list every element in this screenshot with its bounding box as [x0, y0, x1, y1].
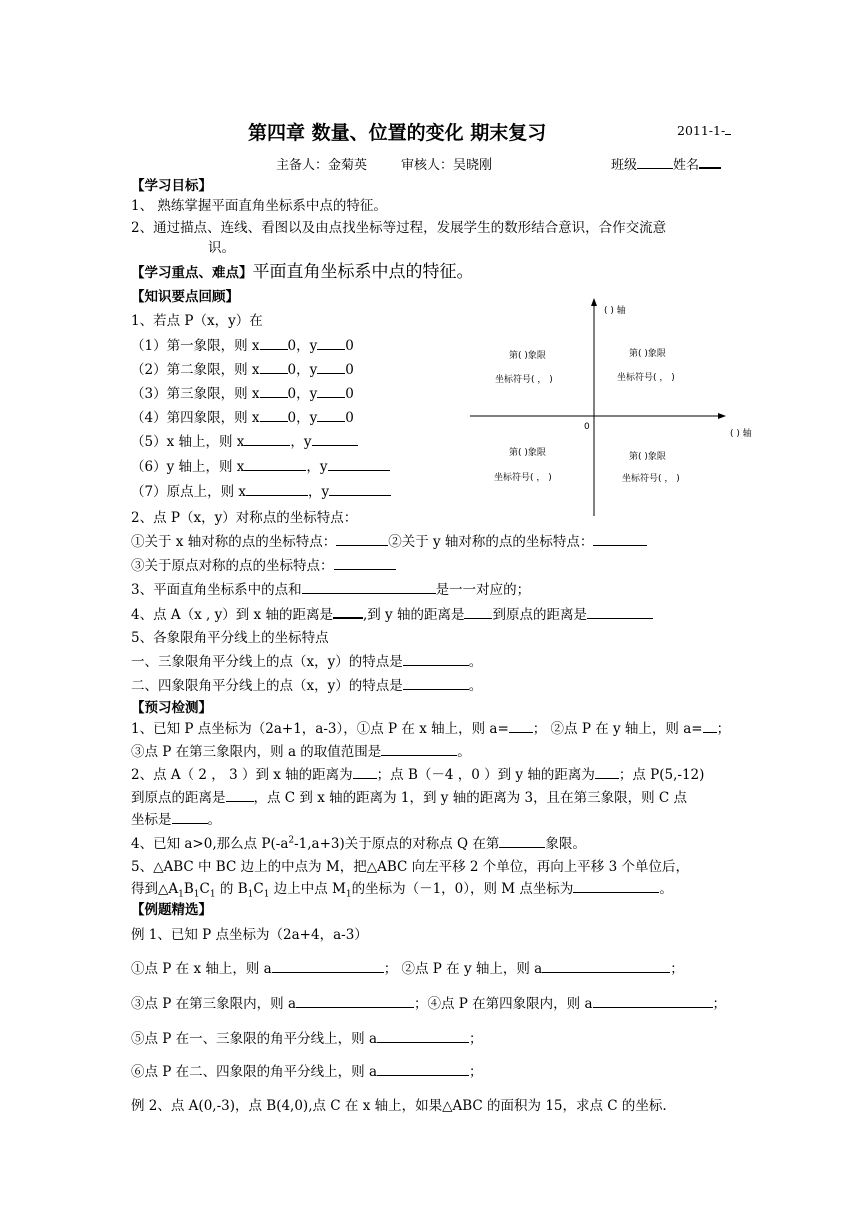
key-points	[131, 257, 474, 282]
key-points-text: 平面直角坐标系中点的特征。	[252, 262, 474, 282]
period: 。	[468, 678, 483, 694]
blank[interactable]	[172, 811, 208, 824]
blank[interactable]	[296, 995, 414, 1008]
review-q5a	[131, 650, 482, 670]
p5-text: B	[183, 881, 194, 897]
x-axis-arrow	[718, 413, 726, 419]
q5b-text: 二、四象限角平分线上的点（x，y）的特点是	[131, 678, 403, 694]
blank[interactable]	[464, 606, 492, 619]
subscript: 1	[263, 889, 270, 900]
p5-text: C	[199, 881, 210, 897]
review-q3	[131, 578, 530, 598]
q2c-text: ③关于原点对称的点的坐标特点：	[131, 558, 334, 574]
class-name-fields	[611, 154, 721, 173]
subscript: 1	[193, 889, 200, 900]
blank[interactable]	[334, 557, 396, 570]
example-1-q1	[131, 957, 684, 977]
review-q2ab	[131, 530, 647, 550]
blank[interactable]	[353, 766, 377, 779]
blank[interactable]	[593, 995, 713, 1008]
quadrant-3-sign: 坐标符号( ， )	[494, 473, 552, 483]
origin-label: 0	[584, 422, 590, 432]
blank[interactable]	[403, 677, 469, 690]
class-blank[interactable]	[637, 156, 673, 169]
examples-heading: 【例题精选】	[131, 902, 212, 918]
y-axis-arrow	[591, 298, 597, 306]
q-mid: ，y	[290, 434, 312, 450]
preparer: 主备人：金菊英	[276, 158, 368, 173]
blank[interactable]	[542, 960, 670, 973]
subscript: 1	[345, 889, 352, 900]
q-mid: 0，y	[287, 410, 318, 426]
q2a-text: ①关于 x 轴对称的点的坐标特点：	[131, 534, 337, 550]
q-end: 0	[345, 362, 354, 378]
blank[interactable]	[377, 1063, 469, 1076]
review-q2: 2、点 P（x，y）对称点的坐标特点：	[131, 510, 358, 526]
q-mid: 0，y	[287, 362, 318, 378]
e1-text: ③点 P 在第三象限内，则 a	[131, 996, 297, 1012]
quadrant-line-2	[131, 358, 354, 378]
example-2: 例 2、点 A(0,-3)，点 B(4,0),点 C 在 x 轴上，如果△ABC 的面积为 15，求点 C 的坐标.	[131, 1098, 667, 1114]
semicolon: ；	[469, 1064, 483, 1080]
p1c-text: ；	[716, 721, 731, 737]
y-axis-line	[131, 455, 390, 475]
quadrant-2-sign: 坐标符号( ， )	[495, 375, 553, 385]
date-text: 2011-1-	[677, 123, 726, 138]
blank[interactable]	[593, 533, 647, 546]
coordinate-plane	[470, 298, 770, 520]
goal-2: 2、通过描点、连线、看图以及由点找坐标等过程，发展学生的数形结合意识，合作交流意	[131, 220, 667, 236]
preview-p1d	[131, 740, 471, 760]
p2c-text: ；点 P(5,-12)	[618, 767, 705, 783]
reviewer: 审核人：吴晓刚	[401, 158, 493, 173]
quadrant-4-sign: 坐标符号( ， )	[622, 474, 680, 484]
q-mid: 0，y	[287, 386, 318, 402]
q3a-text: 3、平面直角坐标系中的点和	[131, 582, 302, 598]
superscript: 2	[288, 835, 295, 846]
quadrant-line-1	[131, 334, 354, 354]
q5a-text: 一、三象限角平分线上的点（x，y）的特点是	[131, 654, 403, 670]
review-q5b	[131, 674, 482, 694]
name-label: 姓名	[673, 158, 700, 173]
q3b-text: 是一一对应的；	[435, 582, 531, 598]
blank[interactable]	[333, 605, 363, 619]
e1-text: ①点 P 在 x 轴上，则 a	[131, 961, 272, 977]
preview-p2-end	[131, 808, 221, 828]
blank[interactable]	[312, 433, 358, 446]
p5-text: 边上中点 M	[269, 881, 346, 897]
x-axis-line	[131, 430, 358, 450]
subscript: 1	[247, 889, 254, 900]
blank[interactable]	[260, 361, 288, 374]
preview-p5-cont	[131, 877, 673, 900]
q-label: （4）第四象限，则 x	[131, 410, 260, 426]
quadrant-3-label: 第( )象限	[509, 448, 546, 458]
y-axis-label: ( ) 轴	[604, 306, 626, 316]
example-1-q3	[131, 992, 726, 1012]
preview-p2	[131, 763, 704, 783]
q-mid: 0，y	[287, 338, 318, 354]
blank[interactable]	[381, 743, 457, 756]
goal-1: 1、 熟练掌握平面直角坐标系中点的特征。	[131, 198, 387, 214]
blank[interactable]	[244, 458, 306, 471]
review-q2c	[131, 554, 396, 574]
review-q1: 1、若点 P（x，y）在	[131, 313, 263, 329]
p5-text: 得到△A	[131, 881, 179, 897]
p2f-text: 坐标是	[131, 812, 172, 828]
p2d-text: 到原点的距离是	[131, 790, 226, 806]
example-1-q6	[131, 1060, 483, 1080]
blank[interactable]	[573, 880, 659, 893]
blank[interactable]	[317, 409, 345, 422]
preview-p5: 5、△ABC 中 BC 边上的中点为 M，把△ABC 向左平移 2 个单位，再向上平移 3 个单位后，	[131, 859, 689, 875]
q4a-text: 4、点 A（x , y）到 x 轴的距离是	[131, 607, 333, 623]
p2b-text: ；点 B（－4 ，0 ）到 y 轴的距离为	[376, 767, 595, 783]
p1d-text: ③点 P 在第三象限内，则 a 的取值范围是	[131, 744, 382, 760]
x-axis-label: ( ) 轴	[730, 429, 752, 439]
period: 。	[457, 744, 471, 760]
preview-p2-cont	[131, 786, 687, 806]
preview-heading: 【预习检测】	[131, 700, 212, 716]
date	[677, 122, 731, 138]
q-mid: ，y	[308, 484, 330, 500]
blank[interactable]	[302, 581, 436, 594]
q-label: （2）第二象限，则 x	[131, 362, 260, 378]
q-label: （1）第一象限，则 x	[131, 338, 260, 354]
p5-text: 的 B	[215, 881, 248, 897]
p5-text: C	[253, 881, 264, 897]
q-end: 0	[345, 410, 354, 426]
p4a-text: 4、已知 a>0,那么点 P(-a	[131, 836, 289, 852]
q-mid: ，y	[306, 459, 328, 475]
period: 。	[468, 654, 483, 670]
blank[interactable]	[403, 653, 469, 666]
name-blank[interactable]	[699, 155, 721, 169]
quadrant-1-label: 第( )象限	[629, 349, 666, 359]
preview-p1	[131, 717, 730, 737]
quadrant-4-label: 第( )象限	[629, 452, 666, 462]
date-blank[interactable]	[725, 122, 731, 135]
e1-text: ； ②点 P 在 y 轴上，则 a	[383, 961, 543, 977]
example-1: 例 1、已知 P 点坐标为（2a+4，a-3）	[131, 927, 368, 943]
blank[interactable]	[509, 720, 533, 733]
blank[interactable]	[244, 433, 290, 446]
quadrant-line-3	[131, 382, 354, 402]
quadrant-2-label: 第( )象限	[509, 351, 546, 361]
blank[interactable]	[587, 606, 653, 619]
blank[interactable]	[336, 533, 388, 546]
blank[interactable]	[317, 361, 345, 374]
blank[interactable]	[317, 337, 345, 350]
blank[interactable]	[595, 766, 619, 779]
p4c-text: 象限。	[545, 836, 586, 852]
q4b-text: ,到 y 轴的距离是	[362, 607, 465, 623]
q-label: （5）x 轴上，则 x	[131, 434, 245, 450]
example-1-q5	[131, 1027, 483, 1047]
page-title: 第四章 数量、位置的变化 期末复习	[248, 122, 547, 144]
blank[interactable]	[328, 458, 390, 471]
q-label: （7）原点上，则 x	[131, 484, 246, 500]
e1-text: ；④点 P 在第四象限内，则 a	[414, 996, 593, 1012]
quadrant-1-sign: 坐标符号( ， )	[617, 373, 675, 383]
semicolon: ；	[469, 1031, 483, 1047]
blank[interactable]	[377, 1030, 469, 1043]
subscript: 1	[209, 889, 216, 900]
class-label: 班级	[611, 158, 638, 173]
e1-text: ⑥点 P 在二、四象限的角平分线上，则 a	[131, 1064, 378, 1080]
review-q5: 5、各象限角平分线上的坐标特点	[131, 630, 329, 646]
q4c-text: 到原点的距离是	[492, 607, 587, 623]
semicolon: ；	[712, 996, 727, 1012]
blank[interactable]	[246, 483, 308, 496]
blank[interactable]	[272, 960, 384, 973]
subscript: 1	[178, 889, 184, 900]
period: 。	[659, 881, 673, 897]
preview-p4	[131, 832, 586, 852]
goals-heading: 【学习目标】	[131, 178, 212, 194]
blank[interactable]	[260, 409, 288, 422]
semicolon: ；	[670, 961, 684, 977]
e1-text: ⑤点 P 在一、三象限的角平分线上，则 a	[131, 1031, 378, 1047]
blank[interactable]	[260, 337, 288, 350]
blank[interactable]	[329, 483, 391, 496]
p2e-text: ，点 C 到 x 轴的距离为 1，到 y 轴的距离为 3，且在第三象限，则 C 点	[253, 790, 687, 806]
p5-text: 的坐标为（－1，0），则 M 点坐标为	[351, 881, 574, 897]
review-q4	[131, 603, 653, 623]
blank[interactable]	[703, 720, 717, 733]
blank[interactable]	[499, 835, 545, 848]
quadrant-line-4	[131, 406, 354, 426]
blank[interactable]	[317, 385, 345, 398]
q-label: （6）y 轴上，则 x	[131, 459, 245, 475]
origin-line	[131, 480, 391, 500]
p2a-text: 2、点 A（ 2 ， 3 ）到 x 轴的距离为	[131, 767, 353, 783]
q-label: （3）第三象限，则 x	[131, 386, 260, 402]
p1b-text: ； ②点 P 在 y 轴上，则 a=	[532, 721, 703, 737]
blank[interactable]	[260, 385, 288, 398]
q2b-text: ②关于 y 轴对称的点的坐标特点：	[388, 534, 594, 550]
key-points-heading: 【学习重点、难点】	[131, 265, 253, 281]
review-heading: 【知识要点回顾】	[131, 289, 239, 305]
period: 。	[207, 812, 221, 828]
goal-2-cont: 识。	[208, 240, 235, 256]
p4b-text: -1,a+3)关于原点的对称点 Q 在第	[294, 836, 500, 852]
q-end: 0	[345, 338, 354, 354]
blank[interactable]	[226, 789, 254, 802]
p1a-text: 1、已知 P 点坐标为（2a+1，a-3），①点 P 在 x 轴上，则 a=	[131, 721, 509, 737]
q-end: 0	[345, 386, 354, 402]
